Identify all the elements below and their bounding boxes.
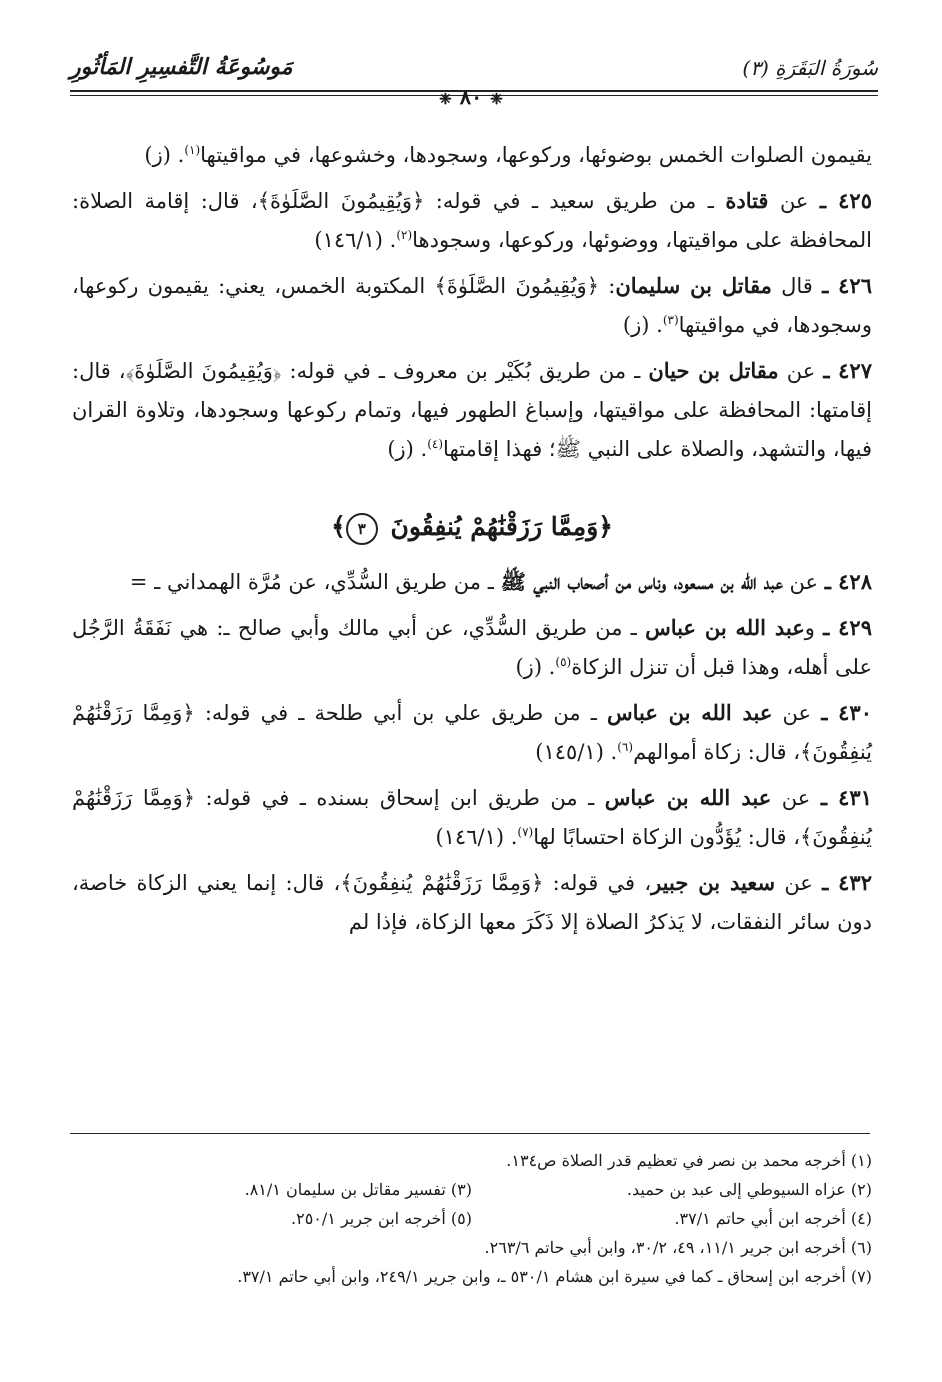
paragraph-text: ـ من طريق بُكَيْر بن معروف ـ في قوله: ﴿وَيُقِيمُونَ الصَّلَوٰةَ﴾، قال: إقامتها: المحافظة على مواقيتها، وإسباغ الطهور فيها، وتمام ركوعها وسجودها، وتلاوة القران فيها، والتشهد، والصلاة على النبي ﷺ؛ فهذا إقامتها — [72, 359, 872, 461]
paragraph — [72, 863, 872, 942]
narrator-name: سعيد بن جبير — [651, 870, 776, 895]
footnote: (٧) أخرجه ابن إسحاق ـ كما في سيرة ابن هشام ٥٣٠/١ ـ، وابن جرير ٢٤٩/١، وابن أبي حاتم ٣٧/١. — [237, 1267, 872, 1286]
footnote-row — [72, 1175, 872, 1204]
paragraph — [72, 351, 872, 469]
footnote: (٢) عزاه السيوطي إلى عبد بن حميد. — [626, 1180, 872, 1199]
paragraph-lead: عن — [781, 786, 811, 810]
athar-number: ٤٢٩ ـ — [823, 615, 872, 640]
paragraph-source: . (ز) — [387, 437, 428, 461]
paragraph — [72, 562, 872, 602]
footnote: (٥) أخرجه ابن جرير ٢٥٠/١. — [291, 1209, 472, 1228]
paragraph-source: . (ز) — [515, 655, 556, 679]
narrator-name: مقاتل بن حيان — [648, 358, 779, 383]
paragraph — [72, 778, 872, 857]
footnote-ref: (١) — [184, 143, 201, 157]
verse-text: ﴿وَمِمَّا رَزَقْنَٰهُمْ يُنفِقُونَ — [390, 512, 613, 541]
narrator-name: عبد الله بن عباس — [645, 615, 805, 640]
paragraph — [72, 136, 872, 175]
paragraph-source: . (١٤٦/١) — [314, 228, 397, 252]
main-text — [72, 136, 872, 948]
header-book-title: مَوسُوعَةُ التَّفسِيرِ المَأثُورِ — [70, 54, 293, 80]
page-number-value: ٨٠ — [459, 84, 483, 109]
verse-number-icon: ٣ — [346, 513, 378, 545]
verse-close-bracket: ﴾ — [331, 512, 346, 541]
paragraph — [72, 266, 872, 345]
paragraph — [72, 181, 872, 260]
header-surah-name: سُورَةُ البَقَرَةِ (٣) — [742, 56, 878, 80]
paragraph-source: . (١٤٥/١) — [535, 740, 618, 764]
footnote-ref: (٣) — [662, 313, 679, 327]
ornament-icon: ❈ — [439, 90, 452, 108]
footnote: (١) أخرجه محمد بن نصر في تعظيم قدر الصلاة ص١٣٤. — [506, 1151, 872, 1170]
athar-number: ٤٣٠ ـ — [821, 700, 872, 725]
paragraph-lead: عن — [786, 359, 816, 383]
footnote: (٦) أخرجه ابن جرير ١١/١، ٤٩، ٣٠/٢، وابن أبي حاتم ٢٦٣/٦. — [484, 1238, 872, 1257]
narrator-name: عبد الله بن عباس — [607, 700, 773, 725]
footnote: (٣) تفسير مقاتل بن سليمان ٨١/١. — [244, 1180, 472, 1199]
footnote-ref: (٧) — [517, 825, 534, 839]
athar-number: ٤٣١ ـ — [820, 785, 872, 810]
paragraph-lead: عن — [789, 570, 818, 594]
athar-number: ٤٢٨ ـ — [824, 569, 872, 594]
paragraph-lead: عن — [779, 189, 809, 213]
page-number — [0, 84, 942, 109]
paragraph-text: ، في قوله: ﴿وَمِمَّا رَزَقْنَٰهُمْ يُنفِقُونَ﴾، قال: إنما يعني الزكاة خاصة، دون سائر النفقات، لا يَذكرُ الصلاة إلا ذَكَرَ معها الزكاة، فإذا لم — [72, 871, 872, 934]
paragraph-lead: و — [804, 616, 815, 640]
paragraph — [72, 693, 872, 772]
footnote-row — [72, 1204, 872, 1233]
paragraph-source: . (١٤٦/١) — [435, 825, 518, 849]
paragraph-source: . (ز) — [144, 143, 185, 167]
footnote-separator — [70, 1133, 870, 1134]
narrator-name: مقاتل بن سليمان — [615, 273, 772, 298]
quran-verse-heading — [72, 507, 872, 546]
paragraph-lead: قال — [781, 274, 813, 298]
athar-number: ٤٢٥ ـ — [819, 188, 872, 213]
footnote-ref: (٦) — [617, 740, 634, 754]
paragraph-lead: عن — [782, 701, 812, 725]
footnotes — [72, 1146, 872, 1291]
paragraph-text: ـ من طريق سعيد ـ في قوله: ﴿وَيُقِيمُونَ الصَّلَوٰةَ﴾، قال: إقامة الصلاة: المحافظة على مواقيتها، ووضوئها، وركوعها، وسجودها — [72, 189, 872, 252]
paragraph — [72, 608, 872, 687]
narrator-name: عبد الله بن عباس — [604, 785, 772, 810]
paragraph-text: ـ من طريق السُّدِّي، عن أبي مالك وأبي صالح ـ: هي نَفَقَةُ الرَّجُل على أهله، وهذا قبل أن تنزل الزكاة — [72, 616, 872, 679]
paragraph-text: ـ من طريق ابن إسحاق بسنده ـ في قوله: ﴿وَمِمَّا رَزَقْنَٰهُمْ يُنفِقُونَ﴾، قال: يُؤَدُّون الزكاة احتسابًا لها — [72, 786, 872, 849]
footnote-ref: (٢) — [396, 228, 413, 242]
footnote-ref: (٤) — [427, 437, 444, 451]
paragraph-lead: عن — [784, 871, 813, 895]
narrator-name: عبد الله بن مسعود، وناس من أصحاب النبي ﷺ — [500, 569, 783, 594]
athar-number: ٤٣٢ ـ — [822, 870, 872, 895]
athar-number: ٤٢٦ ـ — [822, 273, 872, 298]
footnote-ref: (٥) — [555, 655, 572, 669]
ornament-icon: ❈ — [490, 90, 503, 108]
footnote: (٤) أخرجه ابن أبي حاتم ٣٧/١. — [674, 1209, 872, 1228]
paragraph-source: . (ز) — [622, 313, 663, 337]
paragraph-text: ـ من طريق السُّدِّي، عن مُرَّة الهمداني ـ = — [129, 570, 494, 594]
paragraph-text: يقيمون الصلوات الخمس بوضوئها، وركوعها، وسجودها، وخشوعها، في مواقيتها — [200, 143, 872, 167]
paragraph-text: ـ من طريق علي بن أبي طلحة ـ في قوله: ﴿وَمِمَّا رَزَقْنَٰهُمْ يُنفِقُونَ﴾، قال: زكاة أموالهم — [72, 701, 872, 764]
athar-number: ٤٢٧ ـ — [823, 358, 872, 383]
paragraph-text: : ﴿وَيُقِيمُونَ الصَّلَوٰةَ﴾ المكتوبة الخمس، يعني: يقيمون ركوعها، وسجودها، في مواقيتها — [72, 274, 872, 337]
narrator-name: قتادة — [725, 188, 769, 213]
